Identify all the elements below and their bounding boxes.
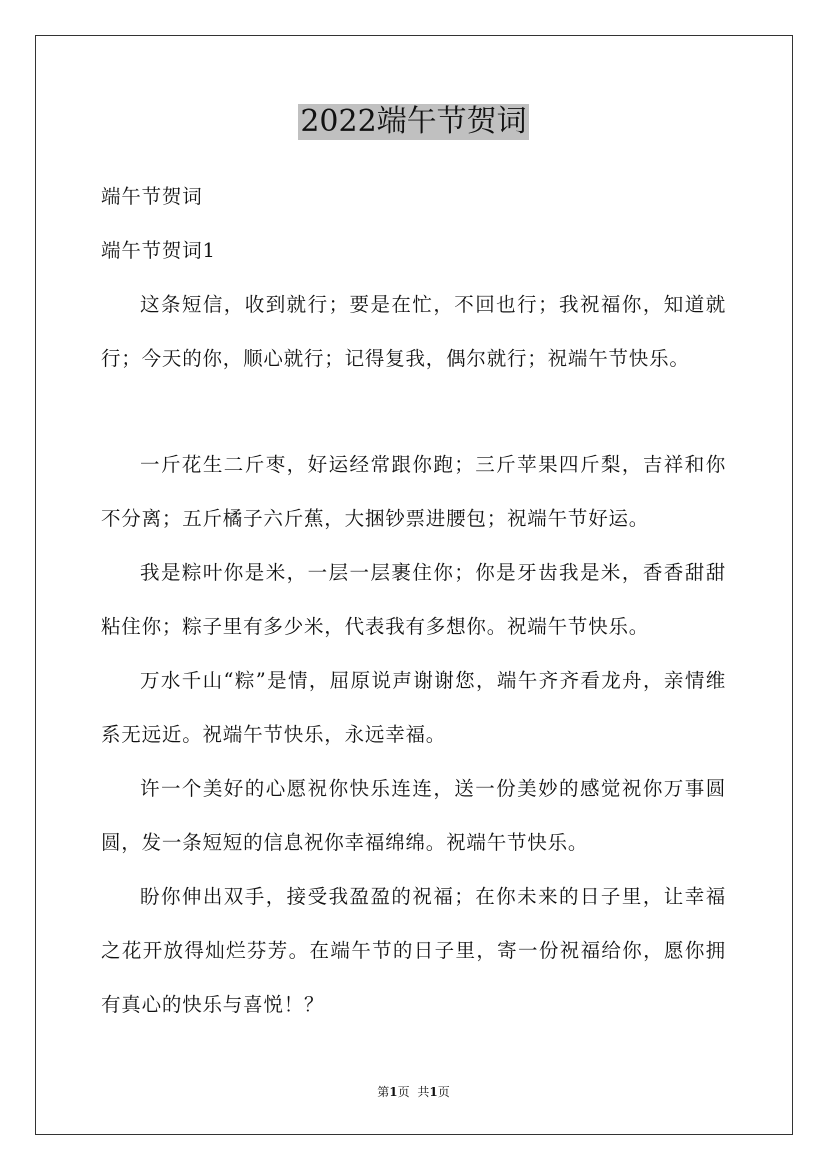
page-label-suffix: 页 [397, 1085, 410, 1099]
total-label-suffix: 页 [437, 1085, 450, 1099]
page-number: 1 [389, 1085, 398, 1099]
paragraph-2: 一斤花生二斤枣，好运经常跟你跑；三斤苹果四斤梨，吉祥和你不分离；五斤橘子六斤蕉，大捆钞票进腰包；祝端午节好运。 [101, 453, 726, 530]
paragraph-6: 盼你伸出双手，接受我盈盈的祝福；在你未来的日子里，让幸福之花开放得灿烂芬芳。在端午节的日子里，寄一份祝福给你，愿你拥有真心的快乐与喜悦！？ [101, 885, 726, 1016]
page-footer [0, 1084, 827, 1100]
paragraph-5: 许一个美好的心愿祝你快乐连连，送一份美妙的感觉祝你万事圆圆，发一条短短的信息祝你幸福绵绵。祝端午节快乐。 [101, 777, 726, 854]
title-container [0, 104, 827, 140]
total-label-prefix: 共 [417, 1085, 430, 1099]
section-heading: 端午节贺词1 [101, 239, 216, 262]
paragraph-3: 我是粽叶你是米，一层一层裹住你；你是牙齿我是米，香香甜甜粘住你；粽子里有多少米，代表我有多想你。祝端午节快乐。 [101, 561, 726, 638]
paragraph-4: 万水千山“粽”是情，屈原说声谢谢您，端午齐齐看龙舟，亲情维系无远近。祝端午节快乐，永远幸福。 [101, 669, 726, 746]
document-title: 2022端午节贺词 [300, 104, 527, 139]
total-pages: 1 [429, 1085, 438, 1099]
paragraph-spacer [101, 386, 726, 438]
document-subtitle: 端午节贺词 [101, 185, 203, 208]
document-body [101, 170, 726, 1032]
page-label-prefix: 第 [377, 1085, 390, 1099]
paragraph-1: 这条短信，收到就行；要是在忙，不回也行；我祝福你，知道就行；今天的你，顺心就行；记得复我，偶尔就行；祝端午节快乐。 [101, 293, 726, 370]
